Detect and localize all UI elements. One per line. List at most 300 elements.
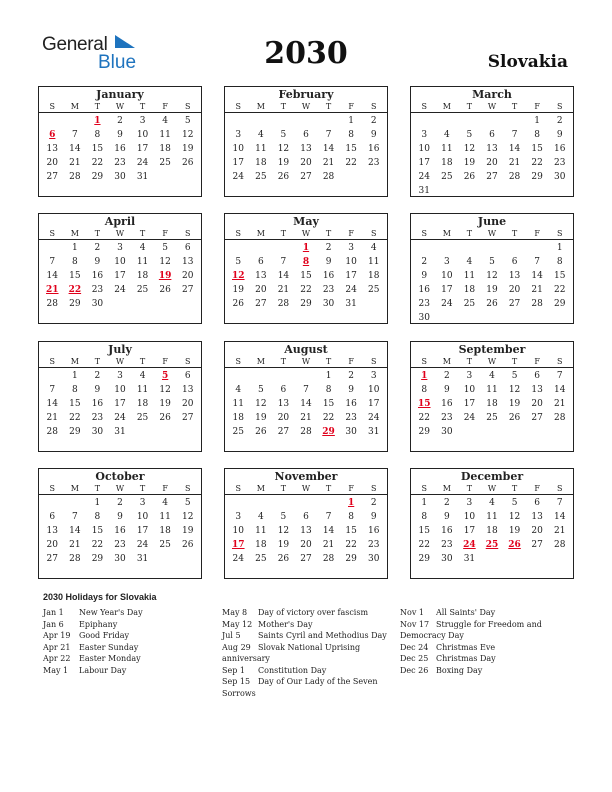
holiday-date: Nov 17	[400, 619, 430, 629]
day: 25	[159, 540, 171, 550]
weekday-label: T	[325, 229, 332, 238]
weekday-label: M	[256, 357, 265, 366]
day: 19	[255, 413, 267, 423]
day: 20	[181, 271, 194, 281]
day: 22	[345, 540, 357, 550]
day: 28	[277, 299, 290, 309]
day: 17	[114, 271, 126, 281]
weekday-label: S	[421, 229, 428, 238]
day: 3	[370, 371, 377, 381]
day: 2	[117, 116, 123, 126]
day: 6	[184, 243, 191, 253]
day: 28	[69, 554, 81, 564]
day: 4	[235, 385, 242, 395]
day: 31	[463, 554, 476, 564]
day: 6	[280, 385, 287, 395]
day: 21	[300, 413, 312, 423]
holiday-day: 1	[348, 498, 355, 508]
day: 1	[556, 243, 563, 253]
day: 8	[556, 257, 563, 267]
holiday-date: Jan 1	[43, 608, 64, 617]
day: 18	[136, 399, 149, 409]
day-grid	[411, 369, 573, 439]
day: 7	[556, 498, 563, 508]
day: 29	[91, 172, 104, 182]
month-name: May	[293, 215, 319, 228]
holiday-day: 19	[158, 271, 172, 281]
weekday-label: T	[511, 102, 518, 111]
weekday-header	[225, 228, 387, 240]
holiday-day: 21	[46, 285, 59, 295]
weekday-label: S	[421, 102, 428, 111]
holiday-item	[222, 607, 397, 619]
day: 16	[553, 144, 566, 154]
month-july	[38, 341, 202, 452]
day: 20	[277, 413, 290, 423]
weekday-label: S	[184, 229, 191, 238]
holiday-name: Christmas Eve	[436, 642, 496, 652]
day: 13	[531, 512, 543, 522]
weekday-label: F	[534, 229, 540, 238]
day: 14	[508, 144, 521, 154]
day: 5	[280, 512, 287, 522]
weekday-label: S	[49, 102, 56, 111]
weekday-label: T	[511, 484, 518, 493]
day: 22	[553, 285, 566, 295]
weekday-label: M	[70, 102, 79, 111]
weekday-label: S	[370, 484, 377, 493]
day: 3	[421, 130, 428, 140]
day: 30	[367, 554, 380, 564]
day: 7	[49, 385, 56, 395]
day: 9	[325, 257, 332, 267]
holiday-day: 24	[463, 540, 476, 550]
day-grid	[225, 496, 387, 566]
day: 30	[441, 554, 453, 564]
day: 19	[277, 540, 290, 550]
day: 22	[418, 540, 430, 550]
day: 26	[159, 285, 171, 295]
holiday-day: 1	[94, 116, 101, 126]
weekday-label: M	[70, 229, 79, 238]
day: 10	[136, 512, 149, 522]
weekday-label: F	[162, 229, 168, 238]
holiday-date: May 1	[43, 665, 69, 675]
day: 9	[370, 130, 377, 140]
day: 14	[322, 144, 335, 154]
month-october	[38, 468, 202, 579]
day: 23	[418, 299, 430, 309]
weekday-label: W	[301, 357, 311, 366]
day: 5	[489, 257, 495, 267]
weekday-label: T	[94, 229, 101, 238]
day: 10	[463, 385, 476, 395]
weekday-header	[411, 228, 573, 240]
weekday-label: S	[49, 484, 56, 493]
weekday-label: S	[49, 357, 56, 366]
holiday-item	[222, 665, 397, 677]
weekday-label: S	[556, 102, 563, 111]
day: 7	[325, 512, 332, 522]
month-may	[224, 213, 388, 324]
day: 28	[553, 413, 566, 423]
day: 19	[181, 526, 194, 536]
day: 18	[463, 285, 476, 295]
day: 1	[421, 498, 428, 508]
day: 30	[553, 172, 566, 182]
page-title: 2030	[264, 36, 348, 71]
day: 29	[69, 299, 81, 309]
weekday-label: F	[534, 357, 540, 366]
day: 12	[486, 271, 498, 281]
day: 9	[348, 385, 354, 395]
holiday-item	[43, 665, 218, 677]
day: 26	[508, 413, 521, 423]
weekday-label: M	[70, 357, 79, 366]
day: 11	[367, 257, 380, 267]
weekday-label: S	[556, 484, 563, 493]
weekday-label: S	[370, 357, 377, 366]
month-name: February	[278, 88, 334, 101]
day: 7	[511, 130, 518, 140]
day: 5	[257, 385, 264, 395]
day: 9	[443, 385, 450, 395]
day: 5	[511, 371, 518, 381]
weekday-label: T	[94, 484, 101, 493]
day: 26	[277, 172, 290, 182]
day: 2	[370, 116, 377, 126]
day: 5	[235, 257, 242, 267]
day: 9	[117, 512, 123, 522]
day: 22	[322, 413, 335, 423]
holiday-item	[222, 630, 397, 642]
day: 14	[322, 526, 335, 536]
holiday-item	[43, 630, 218, 642]
day: 4	[162, 498, 168, 508]
weekday-label: M	[442, 102, 451, 111]
holiday-date: Apr 22	[43, 654, 71, 663]
day: 4	[257, 512, 264, 522]
day: 23	[441, 413, 453, 423]
holiday-day: 6	[49, 130, 56, 140]
day: 11	[232, 399, 244, 409]
day: 26	[159, 413, 171, 423]
day: 14	[300, 399, 312, 409]
day: 6	[511, 257, 518, 267]
day: 16	[418, 285, 430, 295]
day: 6	[534, 498, 540, 508]
day: 14	[553, 512, 566, 522]
month-august	[224, 341, 388, 452]
day: 14	[531, 271, 543, 281]
day: 13	[300, 526, 312, 536]
holiday-date: Dec 24	[400, 642, 429, 652]
day: 9	[370, 512, 377, 522]
month-march	[410, 86, 574, 197]
day: 15	[69, 271, 81, 281]
day: 2	[117, 498, 123, 508]
day: 18	[255, 158, 267, 168]
weekday-label: S	[370, 229, 377, 238]
day: 24	[441, 299, 453, 309]
holiday-name: Christmas Day	[436, 654, 496, 663]
day: 11	[441, 144, 453, 154]
day: 10	[114, 257, 126, 267]
day: 18	[486, 399, 498, 409]
holiday-date: Nov 1	[400, 608, 424, 617]
day: 11	[136, 257, 149, 267]
day: 22	[531, 158, 543, 168]
day: 29	[418, 554, 430, 564]
month-january	[38, 86, 202, 197]
day: 11	[486, 385, 498, 395]
day: 14	[69, 144, 81, 154]
weekday-label: W	[301, 229, 311, 238]
weekday-label: T	[325, 102, 332, 111]
day: 30	[441, 427, 453, 437]
day: 16	[441, 526, 453, 536]
month-december	[410, 468, 574, 579]
day: 16	[367, 526, 380, 536]
day: 23	[91, 285, 104, 295]
day: 1	[71, 371, 78, 381]
day: 2	[443, 498, 450, 508]
holiday-day: 15	[418, 399, 431, 409]
day: 17	[367, 399, 380, 409]
day: 15	[345, 144, 357, 154]
day: 11	[463, 271, 476, 281]
weekday-label: F	[162, 484, 168, 493]
weekday-label: F	[348, 229, 354, 238]
weekday-header	[411, 356, 573, 368]
day: 18	[255, 540, 267, 550]
day: 13	[531, 385, 543, 395]
day: 17	[232, 158, 244, 168]
day: 15	[345, 526, 357, 536]
day: 26	[277, 554, 290, 564]
day: 2	[443, 371, 450, 381]
day: 5	[280, 130, 287, 140]
day: 9	[94, 257, 101, 267]
day: 13	[255, 271, 267, 281]
day-grid	[225, 241, 387, 311]
day: 21	[531, 285, 543, 295]
day: 26	[181, 158, 194, 168]
day: 30	[91, 427, 104, 437]
day: 17	[136, 526, 149, 536]
day: 16	[441, 399, 453, 409]
holiday-date: Apr 21	[43, 642, 71, 652]
holiday-day: 22	[68, 285, 82, 295]
day: 3	[117, 243, 123, 253]
day: 29	[300, 299, 312, 309]
day: 24	[367, 413, 380, 423]
day: 3	[466, 498, 473, 508]
day: 29	[91, 554, 104, 564]
day: 24	[114, 285, 126, 295]
day: 6	[303, 512, 309, 522]
day: 31	[136, 172, 149, 182]
day-grid	[39, 241, 201, 311]
day: 20	[486, 158, 498, 168]
day: 1	[534, 116, 540, 126]
day: 27	[277, 427, 290, 437]
day: 27	[508, 299, 521, 309]
weekday-label: M	[442, 229, 451, 238]
day: 22	[91, 540, 104, 550]
day: 15	[300, 271, 312, 281]
day: 17	[114, 399, 126, 409]
day: 15	[322, 399, 335, 409]
day: 10	[441, 271, 453, 281]
day: 21	[69, 540, 81, 550]
weekday-label: S	[49, 229, 56, 238]
day: 30	[114, 172, 126, 182]
day: 3	[235, 512, 242, 522]
day: 7	[534, 257, 540, 267]
day: 16	[367, 144, 380, 154]
holiday-item	[400, 665, 575, 677]
day: 22	[300, 285, 312, 295]
holiday-name: Slovak National Uprising anniversary	[222, 642, 361, 663]
day: 23	[441, 540, 453, 550]
holiday-day: 29	[322, 427, 335, 437]
day: 8	[325, 385, 332, 395]
day: 19	[277, 158, 290, 168]
day: 26	[232, 299, 244, 309]
holiday-item	[400, 619, 575, 642]
day: 14	[277, 271, 290, 281]
day: 7	[325, 130, 332, 140]
weekday-label: S	[235, 484, 242, 493]
day: 8	[534, 130, 540, 140]
weekday-label: T	[280, 484, 287, 493]
day: 6	[49, 512, 56, 522]
holiday-day: 1	[421, 371, 428, 381]
weekday-label: T	[94, 102, 101, 111]
month-name: March	[472, 88, 512, 101]
weekday-header	[39, 483, 201, 495]
day: 23	[367, 540, 380, 550]
day: 12	[277, 526, 290, 536]
day: 1	[71, 243, 78, 253]
day: 31	[345, 299, 357, 309]
day: 18	[486, 526, 498, 536]
holiday-day: 25	[485, 540, 499, 550]
weekday-label: M	[70, 484, 79, 493]
day: 16	[114, 526, 126, 536]
weekday-label: S	[421, 357, 428, 366]
weekday-label: T	[511, 357, 518, 366]
day: 25	[486, 413, 498, 423]
day: 6	[257, 257, 264, 267]
month-name: June	[477, 215, 507, 228]
day: 4	[443, 130, 450, 140]
day: 29	[345, 554, 357, 564]
day: 23	[114, 540, 126, 550]
day: 26	[463, 172, 476, 182]
day: 30	[345, 427, 357, 437]
day: 12	[463, 144, 476, 154]
month-february	[224, 86, 388, 197]
day: 13	[181, 385, 194, 395]
day: 2	[94, 371, 101, 381]
month-september	[410, 341, 574, 452]
day: 21	[322, 158, 335, 168]
day: 22	[345, 158, 357, 168]
day: 21	[277, 285, 290, 295]
holiday-name: Day of victory over fascism	[258, 608, 369, 617]
month-november	[224, 468, 388, 579]
day: 4	[489, 498, 495, 508]
holiday-name: Good Friday	[79, 631, 130, 640]
day: 18	[367, 271, 380, 281]
holiday-date: Aug 29	[222, 642, 251, 652]
holiday-item	[400, 653, 575, 665]
holiday-item	[222, 619, 397, 631]
weekday-header	[225, 356, 387, 368]
day: 13	[46, 144, 58, 154]
day: 19	[508, 526, 521, 536]
weekday-label: F	[348, 484, 354, 493]
month-name: November	[274, 470, 338, 483]
day: 27	[46, 172, 58, 182]
day: 16	[91, 271, 104, 281]
day: 20	[508, 285, 521, 295]
holiday-item	[222, 676, 397, 699]
weekday-label: T	[139, 484, 146, 493]
day: 19	[181, 144, 194, 154]
day: 25	[255, 172, 267, 182]
day: 8	[94, 512, 101, 522]
day: 12	[508, 385, 521, 395]
weekday-header	[39, 101, 201, 113]
day: 3	[443, 257, 450, 267]
day: 25	[232, 427, 244, 437]
weekday-label: F	[534, 102, 540, 111]
holiday-name: Epiphany	[79, 619, 118, 629]
day: 16	[91, 399, 104, 409]
day: 25	[159, 158, 171, 168]
weekday-label: M	[256, 229, 265, 238]
day: 14	[553, 385, 566, 395]
day: 3	[139, 116, 146, 126]
holiday-name: All Saints' Day	[436, 608, 496, 617]
weekday-label: M	[442, 357, 451, 366]
holiday-date: Jan 6	[43, 619, 64, 629]
day: 9	[117, 130, 123, 140]
day: 29	[553, 299, 566, 309]
day: 15	[91, 144, 104, 154]
day: 29	[531, 172, 543, 182]
weekday-label: F	[534, 484, 540, 493]
holiday-item	[400, 607, 575, 619]
day: 5	[466, 130, 473, 140]
country-name: Slovakia	[487, 52, 568, 72]
day: 7	[280, 257, 287, 267]
day: 20	[531, 399, 543, 409]
weekday-label: S	[184, 357, 191, 366]
day: 21	[553, 526, 566, 536]
day: 26	[486, 299, 498, 309]
day: 8	[348, 130, 354, 140]
holiday-name: Labour Day	[79, 665, 127, 675]
weekday-label: S	[235, 357, 242, 366]
holiday-name: Struggle for Freedom and Democracy Day	[400, 619, 542, 640]
day: 11	[255, 526, 267, 536]
day: 18	[441, 158, 453, 168]
day: 13	[181, 257, 194, 267]
